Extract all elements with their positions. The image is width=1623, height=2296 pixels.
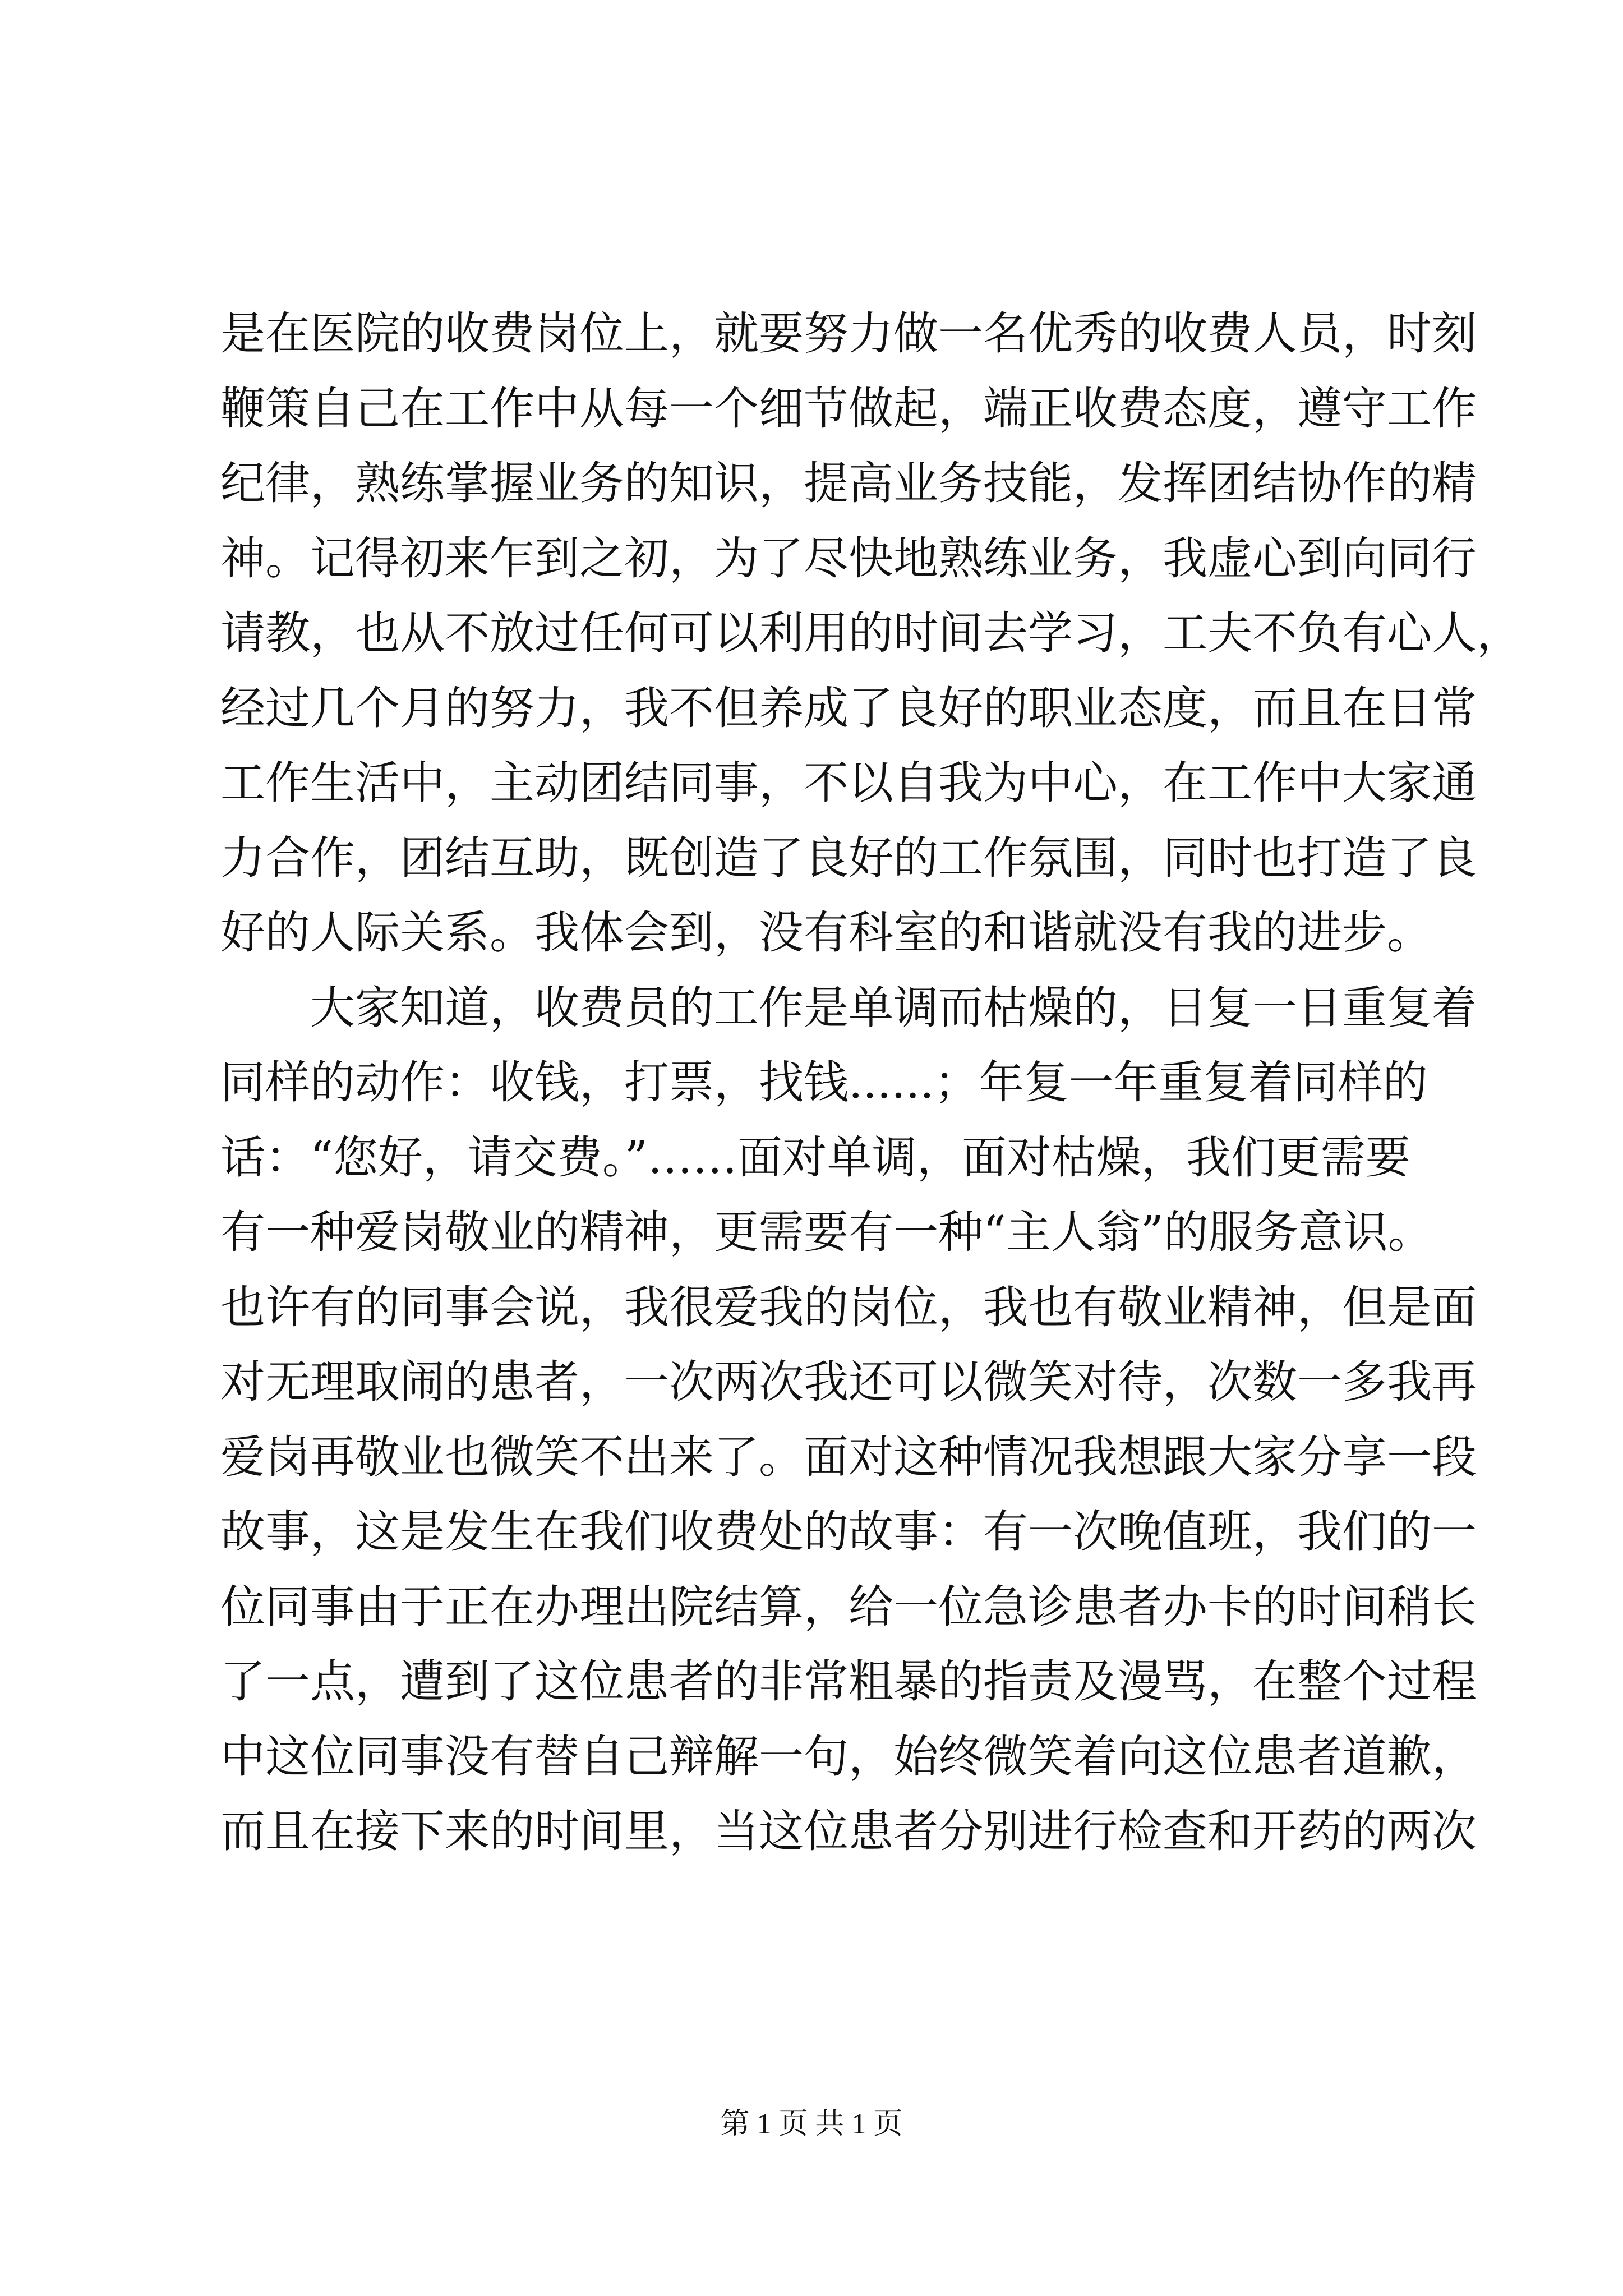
text-line: 同样的动作：收钱，打票，找钱......；年复一年重复着同样的 xyxy=(220,1056,1428,1108)
text-line: 对无理取闹的患者，一次两次我还可以微笑对待，次数一多我再 xyxy=(220,1356,1477,1408)
page-number-footer: 第 1 页 共 1 页 xyxy=(720,2108,903,2140)
text-line: 话：“您好，请交费。”……面对单调，面对枯燥，我们更需要 xyxy=(220,1131,1410,1184)
text-line: 经过几个月的努力，我不但养成了良好的职业态度，而且在日常 xyxy=(220,682,1477,734)
text-line: 爱岗再敬业也微笑不出来了。面对这种情况我想跟大家分享一段 xyxy=(220,1430,1477,1483)
text-line: 而且在接下来的时间里，当这位患者分别进行检查和开药的两次 xyxy=(220,1805,1477,1857)
text-line: 鞭策自己在工作中从每一个细节做起，端正收费态度，遵守工作 xyxy=(220,382,1477,435)
text-line: 纪律，熟练掌握业务的知识，提高业务技能，发挥团结协作的精 xyxy=(220,457,1477,509)
body-text xyxy=(220,296,1521,1869)
text-line: 神。记得初来乍到之初，为了尽快地熟练业务，我虚心到向同行 xyxy=(220,532,1477,585)
text-line: 好的人际关系。我体会到，没有科室的和谐就没有我的进步。 xyxy=(220,907,1432,959)
text-line: 有一种爱岗敬业的精神，更需要有一种“主人翁”的服务意识。 xyxy=(220,1206,1433,1258)
text-line: 力合作，团结互助，既创造了良好的工作氛围，同时也打造了良 xyxy=(220,831,1477,884)
text-line: 工作生活中，主动团结同事，不以自我为中心，在工作中大家通 xyxy=(220,757,1477,809)
text-line: 了一点，遭到了这位患者的非常粗暴的指责及漫骂，在整个过程 xyxy=(220,1655,1477,1708)
text-line: 位同事由于正在办理出院结算，给一位急诊患者办卡的时间稍长 xyxy=(220,1580,1477,1633)
text-line: 是在医院的收费岗位上，就要努力做一名优秀的收费人员，时刻 xyxy=(220,307,1477,360)
text-line: 中这位同事没有替自己辩解一句，始终微笑着向这位患者道歉， xyxy=(220,1730,1477,1783)
text-line: 故事，这是发生在我们收费处的故事：有一次晚值班，我们的一 xyxy=(220,1506,1477,1558)
text-line: 大家知道，收费员的工作是单调而枯燥的，日复一日重复着 xyxy=(220,981,1477,1034)
text-line: 也许有的同事会说，我很爱我的岗位，我也有敬业精神，但是面 xyxy=(220,1281,1477,1333)
text-line: 请教，也从不放过任何可以利用的时间去学习，工夫不负有心人， xyxy=(220,607,1521,659)
